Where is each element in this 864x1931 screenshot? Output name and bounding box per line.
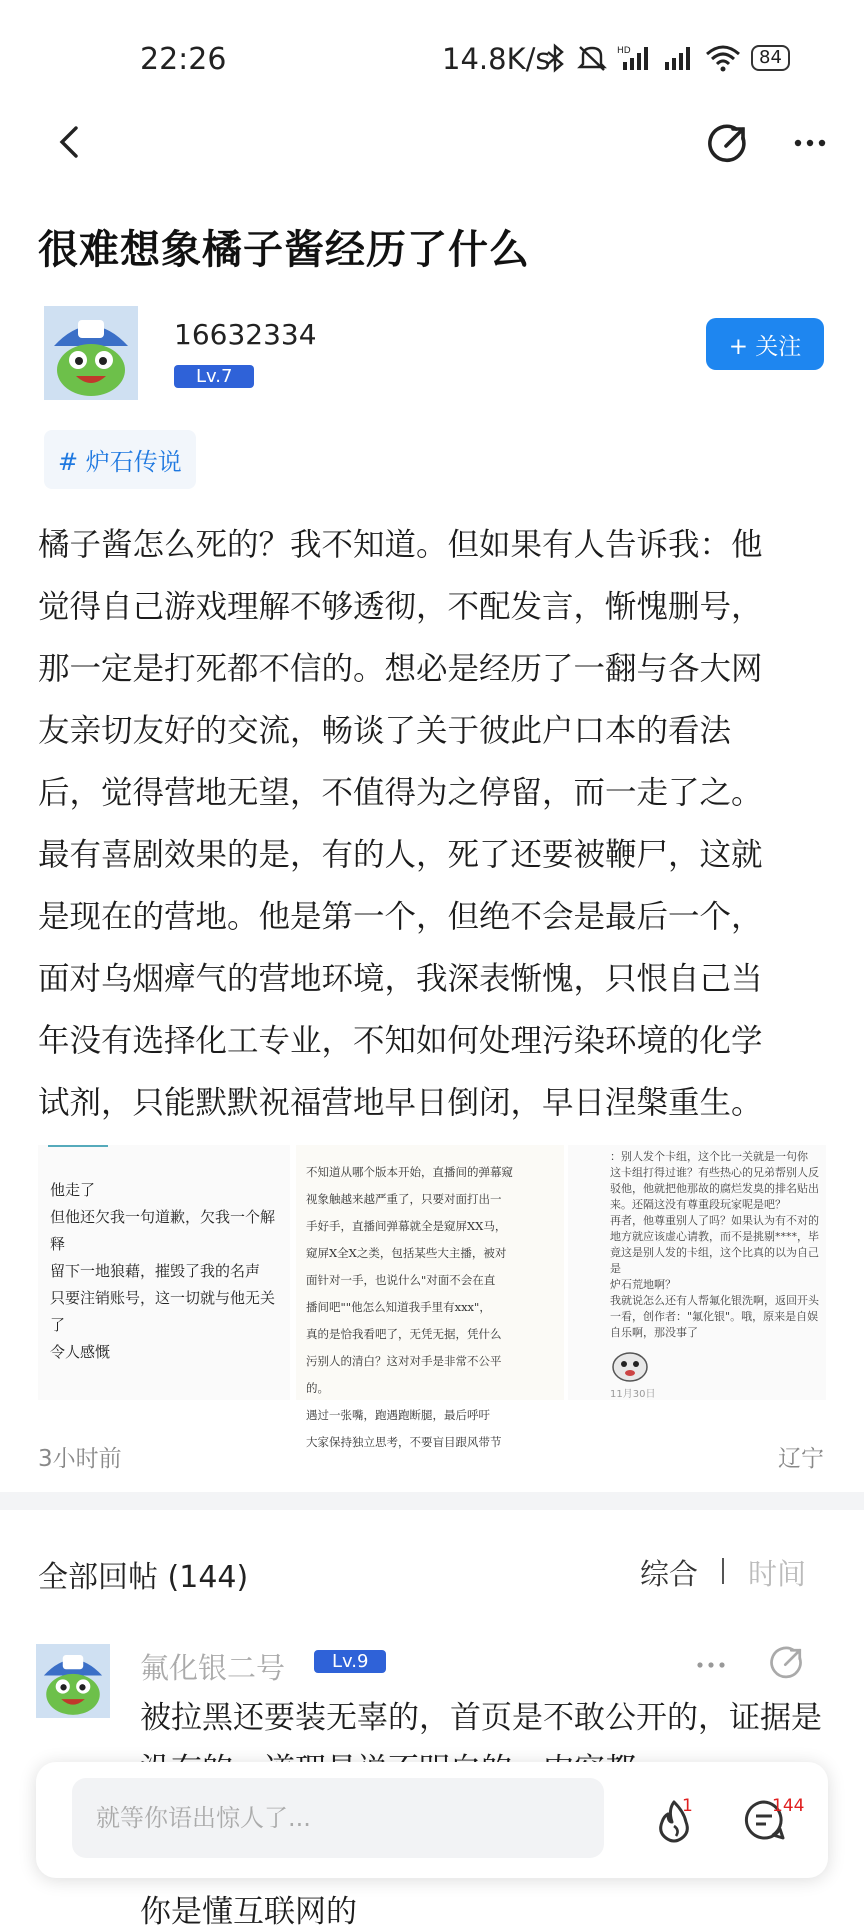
image-text: 炉石荒地啊？ (610, 1278, 676, 1291)
status-time: 22:26 (140, 42, 227, 77)
sticker-icon (610, 1347, 650, 1383)
signal-hd-icon (617, 44, 653, 72)
wifi-icon (705, 44, 741, 72)
image-text: 竟这是别人发的卡组，这个比真的以为自己是 (610, 1246, 819, 1275)
section-divider (0, 1492, 864, 1510)
reply-text: 被拉黑还要装无辜的，首页是不敢公开的，证据是 (140, 1700, 822, 1736)
body-line: 觉得自己游戏理解不够透彻，不配发言，惭愧删号， (38, 589, 763, 625)
body-line: 面对乌烟瘴气的营地环境，我深表惭愧，只恨自己当 (38, 961, 763, 997)
post-image-1[interactable] (38, 1145, 290, 1400)
reply-level-badge: Lv.9 (314, 1650, 386, 1673)
image-text: 真的是恰我看吧了，无凭无据，凭什么 (306, 1327, 502, 1341)
image-text: 这卡组打得过谁？有些热心的兄弟帮别人反 (610, 1166, 819, 1179)
battery-icon: 84 (751, 45, 790, 71)
body-line: 试剂，只能默默祝福营地早日倒闭，早日涅槃重生。 (38, 1085, 763, 1121)
image-text: ：别人发个卡组，这个比一关就是一句你 (610, 1150, 808, 1163)
post-time: 3小时前 (38, 1446, 122, 1472)
image-text: 但他还欠我一句道歉，欠我一个解 (50, 1208, 276, 1226)
reply-text-more: 你是懂互联网的 (140, 1894, 357, 1930)
post-location: 辽宁 (778, 1446, 824, 1472)
post-title: 很难想象橘子酱经历了什么 (38, 227, 530, 273)
like-count: 1 (682, 1796, 693, 1816)
more-icon[interactable] (694, 1648, 728, 1682)
image-text: 留下一地狼藉，摧毁了我的名声 (50, 1262, 261, 1280)
image-text: 面针对一手，也说什么"对面不会在直 (306, 1273, 496, 1287)
sort-separator (722, 1558, 724, 1584)
author-name[interactable]: 16632334 (174, 318, 317, 351)
image-text: 窥屏X全X之类，包括某些大主播，被对 (306, 1246, 507, 1260)
image-text: 来。还隔这没有尊重段玩家呢是吧？ (610, 1198, 786, 1211)
frog-avatar-icon (44, 306, 138, 400)
sort-time-tab[interactable]: 时间 (748, 1557, 807, 1591)
status-bar (0, 0, 864, 110)
more-icon[interactable] (790, 126, 830, 160)
image-footer: 11月30日 (610, 1389, 656, 1400)
image-text: 视象触越来越严重了，只要对面打出一 (306, 1192, 502, 1206)
image-text: 手好手，直播间弹幕就全是窥屏XX马， (306, 1219, 507, 1233)
share-icon[interactable] (770, 1646, 804, 1680)
body-line: 友亲切友好的交流，畅谈了关于彼此户口本的看法 (38, 713, 732, 749)
post-image-3[interactable] (568, 1145, 826, 1400)
body-line: 年没有选择化工专业，不知如何处理污染环境的化学 (38, 1023, 763, 1059)
image-text: 只要注销账号，这一切就与他无关 (50, 1289, 276, 1307)
comment-input[interactable]: 就等你语出惊人了... (72, 1778, 604, 1858)
topic-tag[interactable]: # 炉石传说 (44, 430, 196, 489)
image-text: 令人感慨 (50, 1343, 111, 1361)
image-text: 他走了 (50, 1181, 96, 1199)
follow-button[interactable]: + 关注 (706, 318, 824, 370)
signal-icon (663, 44, 695, 72)
bluetooth-icon (545, 44, 567, 72)
post-body (38, 514, 838, 1134)
mute-icon (577, 44, 607, 72)
image-text: 一看，创作者："氟化银"。哦，原来是自娱 (610, 1310, 819, 1323)
image-text: 播间吧""他怎么知道我手里有xxx"， (306, 1300, 491, 1314)
image-text: 自乐啊，那没事了 (610, 1326, 698, 1339)
body-line: 最有喜剧效果的是，有的人，死了还要被鞭尸，这就 (38, 837, 763, 873)
sort-default-tab[interactable]: 综合 (640, 1557, 699, 1591)
image-text: 不知道从哪个版本开始，直播间的弹幕窥 (306, 1165, 513, 1179)
body-line: 橘子酱怎么死的？我不知道。但如果有人告诉我：他 (38, 527, 763, 563)
image-text: 我就说怎么还有人帮氟化银洗啊，返回开头 (610, 1294, 819, 1307)
status-net-speed: 14.8K/s (442, 42, 551, 76)
reply-author-name[interactable]: 氟化银二号 (140, 1651, 286, 1685)
status-icons (545, 44, 790, 72)
image-text: 了 (50, 1316, 66, 1334)
image-text: 地方就应该虚心请教，而不是挑剔****，毕 (610, 1230, 819, 1243)
chevron-left-icon[interactable] (50, 122, 90, 162)
image-text: 驳他，他就把他那故的腐烂发臭的排名贴出 (610, 1182, 819, 1195)
svg-text:HD: HD (617, 46, 631, 56)
post-image-2[interactable] (296, 1145, 564, 1449)
body-line: 那一定是打死都不信的。想必是经历了一翻与各大网 (38, 651, 763, 687)
image-text: 释 (50, 1235, 66, 1253)
share-icon[interactable] (708, 124, 748, 164)
image-text: 再者，他尊重别人了吗？如果认为有不对的 (610, 1214, 819, 1227)
body-line: 后，觉得营地无望，不值得为之停留，而一走了之。 (38, 775, 763, 811)
reply-avatar[interactable] (36, 1644, 110, 1718)
image-text: 遇过一张嘴，跑遇跑断腿，最后呼吁 (306, 1408, 490, 1422)
frog-avatar-icon (36, 1644, 110, 1718)
image-text: 污别人的清白？这对对手是非常不公平 (306, 1354, 502, 1368)
image-text: 的。 (306, 1381, 329, 1395)
avatar[interactable] (44, 306, 138, 400)
replies-header: 全部回帖 (144) (38, 1560, 249, 1595)
body-line: 是现在的营地。他是第一个，但绝不会是最后一个， (38, 899, 763, 935)
comment-count: 144 (772, 1796, 805, 1816)
image-text: 大家保持独立思考，不要盲目跟风带节 (306, 1435, 502, 1449)
level-badge: Lv.7 (174, 365, 254, 388)
